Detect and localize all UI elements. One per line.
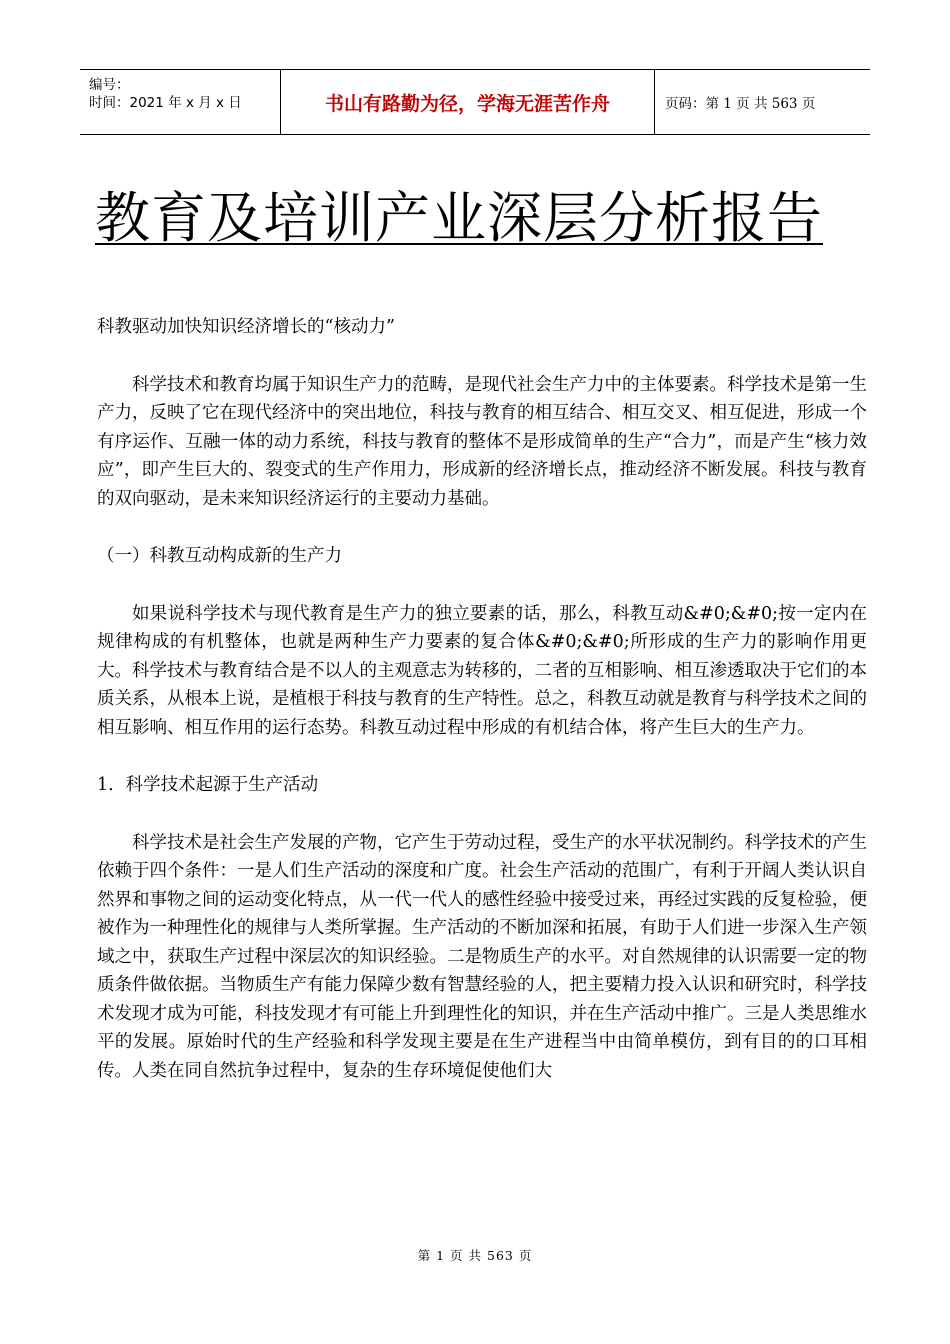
page-footer: 第 1 页 共 563 页 [417,1248,533,1263]
section-heading: （一）科教互动构成新的生产力 [97,546,342,566]
body-paragraph: 科学技术是社会生产发展的产物，它产生于劳动过程，受生产的水平状况制约。科学技术的产生依赖于四个条件：一是人们生产活动的深度和广度。社会生产活动的范围广，有利于开阔人类认识自然界和事物之间的运动变化特点，从一代一代人的感性经验中接受过来，再经过实践的反复检验，便被作为一种理性化的规律与人类所掌握。生产活动的不断加深和拓展，有助于人们进一步深入生产领域之中，获取生产过程中深层次的知识经验。二是物质生产的水平。对自然规律的认识需要一定的物质条件做依据。当物质生产有能力保障少数有智慧经验的人，把主要精力投入认识和研究时，科学技术发现才成为可能，科技发现才有可能上升到理性化的知识，并在生产活动中推广。三是人类思维水平的发展。原始时代的生产经验和科学发现主要是在生产进程当中由简单模仿，到有目的的口耳相传。人类在同自然抗争过程中，复杂的生存环境促使他们大 [97,832,867,1081]
page-header [80,69,870,135]
document-date-label: 时间：2021 年 x 月 x 日 [89,95,242,111]
header-page-info: 页码：第 1 页 共 563 页 [665,96,816,112]
body-paragraph: 如果说科学技术与现代教育是生产力的独立要素的话，那么，科教互动&#0;&#0;按一定内在规律构成的有机整体，也就是两种生产力要素的复合体&#0;&#0;所形成的生产力的影响作用更大。科学技术与教育结合是不以人的主观意志为转移的，二者的互相影响、相互渗透取决于它们的本质关系，从根本上说，是植根于科技与教育的生产特性。总之，科教互动就是教育与科学技术之间的相互影响、相互作用的运行态势。科教互动过程中形成的有机结合体，将产生巨大的生产力。 [97,603,867,738]
section-heading: 科教驱动加快知识经济增长的“核动力” [97,317,395,337]
section-heading: 1．科学技术起源于生产活动 [97,775,319,795]
document-number-label: 编号： [89,77,130,93]
document-body [97,313,867,1085]
document-title: 教育及培训产业深层分析报告 [95,186,824,250]
body-paragraph: 科学技术和教育均属于知识生产力的范畴，是现代社会生产力中的主体要素。科学技术是第一生产力，反映了它在现代经济中的突出地位，科技与教育的相互结合、相互交叉、相互促进，形成一个有序运作、互融一体的动力系统，科技与教育的整体不是形成简单的生产“合力”，而是产生“核力效应”，即产生巨大的、裂变式的生产作用力，形成新的经济增长点，推动经济不断发展。科技与教育的双向驱动，是未来知识经济运行的主要动力基础。 [97,374,867,509]
header-motto: 书山有路勤为径，学海无涯苦作舟 [281,70,655,134]
header-meta [80,70,281,134]
